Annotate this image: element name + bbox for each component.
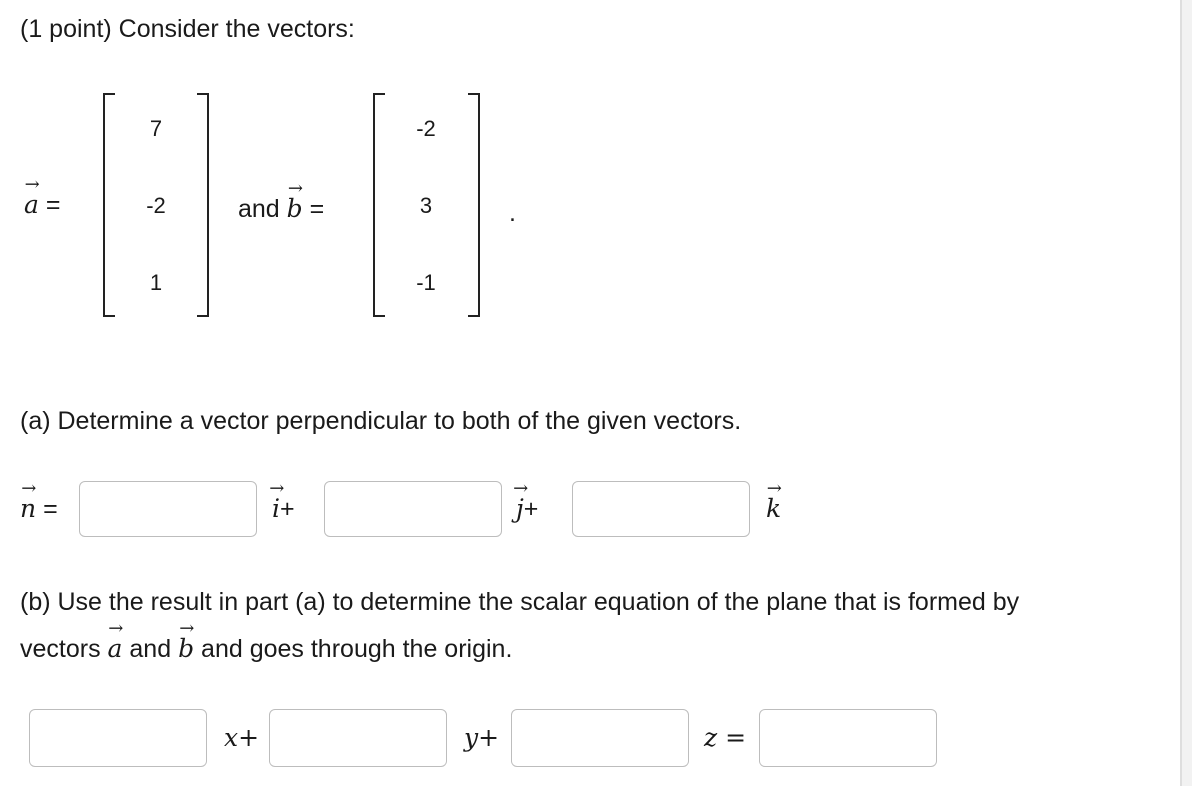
x-term-label: x+ <box>224 723 260 752</box>
y-term-label: y+ <box>464 723 500 752</box>
vector-n-symbol: → n <box>20 478 37 523</box>
vector-b-symbol: → b <box>178 618 195 663</box>
unit-i-symbol: → i <box>269 478 285 523</box>
n-j-component-input[interactable] <box>324 481 502 537</box>
plane-y-coefficient-input[interactable] <box>269 709 447 767</box>
vector-arrow-icon: → <box>269 478 285 499</box>
vector-b-component-2: 3 <box>419 193 433 218</box>
vector-a-component-3: 1 <box>149 270 163 295</box>
n-k-component-input[interactable] <box>572 481 750 537</box>
period: . <box>509 199 516 227</box>
vector-a-component-1: 7 <box>149 116 163 141</box>
j-term-label: → j+ <box>513 478 539 523</box>
z-term-label: z = <box>704 723 747 752</box>
vector-arrow-icon: → <box>179 618 195 639</box>
vector-b-symbol: → b <box>286 178 303 223</box>
vector-b-component-1: -2 <box>416 116 436 141</box>
unit-j-symbol: → j <box>513 478 529 523</box>
vector-arrow-icon: → <box>287 178 303 199</box>
plane-constant-input[interactable] <box>759 709 937 767</box>
vector-a-label: → a = <box>24 174 61 219</box>
vector-a-right-bracket <box>197 93 209 317</box>
unit-k-symbol: → k <box>766 478 782 523</box>
plane-x-coefficient-input[interactable] <box>29 709 207 767</box>
vector-b-left-bracket <box>373 93 385 317</box>
vector-b-label: and → b = <box>238 178 325 223</box>
vector-b-right-bracket <box>468 93 480 317</box>
vector-n-label: → n = <box>20 478 58 523</box>
vector-arrow-icon: → <box>766 478 782 499</box>
part-b-prompt-line-2: vectors → a and → b and goes through the origin. <box>20 618 513 663</box>
vector-a-component-2: -2 <box>146 193 166 218</box>
vector-arrow-icon: → <box>24 174 40 195</box>
vector-a-left-bracket <box>103 93 115 317</box>
vector-a-symbol: → a <box>24 174 40 219</box>
part-a-prompt: (a) Determine a vector perpendicular to both of the given vectors. <box>20 407 742 435</box>
n-i-component-input[interactable] <box>79 481 257 537</box>
vector-arrow-icon: → <box>108 618 124 639</box>
part-b-prompt-line-1: (b) Use the result in part (a) to determine the scalar equation of the plane that is formed by <box>20 588 1020 616</box>
vector-arrow-icon: → <box>21 478 37 499</box>
vector-arrow-icon: → <box>513 478 529 499</box>
plane-z-coefficient-input[interactable] <box>511 709 689 767</box>
vector-b-component-3: -1 <box>416 270 436 295</box>
vector-a-symbol: → a <box>107 618 124 663</box>
i-term-label: → i+ <box>269 478 295 523</box>
k-term-label <box>766 478 782 524</box>
problem-header: (1 point) Consider the vectors: <box>20 15 355 43</box>
